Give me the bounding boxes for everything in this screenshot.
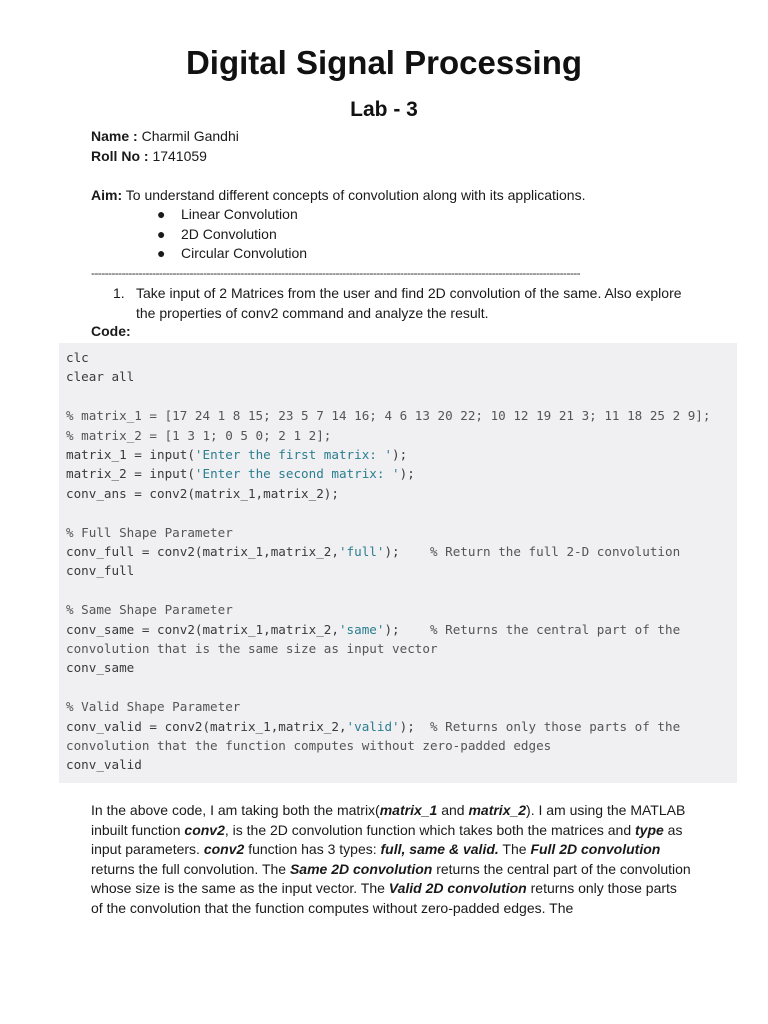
code-string: 'full' — [338, 544, 385, 559]
explanation-paragraph — [91, 801, 691, 918]
code-line — [66, 464, 415, 483]
aim-text: To understand different concepts of convolution along with its applications. — [122, 187, 586, 203]
code-line — [66, 484, 339, 503]
code-comment: % matrix_2 = [1 3 1; 0 5 0; 2 1 2]; — [66, 427, 332, 443]
paragraph-text: as input parameters. — [91, 821, 683, 857]
code-comment: % Full Shape Parameter — [66, 524, 233, 540]
code-comment: convolution that the function computes without zero-padded edges — [66, 738, 552, 753]
code-line — [66, 658, 134, 677]
bullet-icon: ● — [157, 245, 166, 261]
code-line — [66, 445, 407, 464]
paragraph-text: ). I am using the MATLAB inbuilt function — [91, 802, 686, 838]
aim-line — [91, 186, 585, 205]
code-comment: % Returns the central part of the — [429, 621, 681, 637]
code-label: Code: — [91, 323, 131, 339]
emphasis-term: conv2 — [184, 821, 225, 838]
code-line — [66, 639, 438, 658]
code-comment: % Valid Shape Parameter — [66, 699, 241, 715]
code-token: conv_same — [66, 660, 135, 676]
code-token: ); — [384, 621, 430, 637]
paragraph-text: returns the central part of the convolution whose size is the same as the input vector. The — [91, 860, 691, 896]
code-token: conv_ans = conv2(matrix_1,matrix_2); — [66, 485, 339, 501]
emphasis-term: matrix_2 — [468, 802, 527, 818]
code-line — [66, 542, 680, 561]
aim-item-2d: 2D Convolution — [181, 226, 277, 242]
aim-label: Aim: — [91, 187, 123, 203]
code-line — [66, 523, 233, 542]
code-line — [66, 697, 240, 716]
code-token: matrix_1 = input( — [66, 447, 195, 462]
document-title: Digital Signal Processing — [185, 44, 583, 81]
emphasis-term: Valid 2D convolution — [388, 880, 527, 896]
code-line — [66, 348, 89, 367]
section-divider: ------------------------------------------------------------------------------------------------------------------------------------------------ — [91, 266, 581, 280]
document-subtitle: Lab - 3 — [350, 98, 418, 121]
code-line — [66, 736, 551, 755]
emphasis-term: conv2 — [203, 841, 245, 857]
bullet-icon: ● — [157, 206, 166, 222]
bullet-icon: ● — [157, 226, 166, 242]
code-line — [66, 620, 680, 639]
emphasis-term: type — [635, 821, 664, 838]
roll-label: Roll No : — [91, 148, 153, 164]
paragraph-text: function has 3 types: — [244, 841, 381, 857]
code-line — [66, 406, 710, 425]
code-string: 'same' — [338, 621, 385, 637]
code-line — [66, 600, 233, 619]
paragraph-text: and — [437, 802, 469, 818]
emphasis-term: Same 2D convolution — [289, 860, 433, 877]
code-token: conv_full = conv2(matrix_1,matrix_2, — [66, 544, 339, 559]
code-line — [66, 426, 331, 445]
code-comment: % Same Shape Parameter — [66, 602, 233, 618]
code-string: 'valid' — [346, 718, 400, 734]
paragraph-text: The — [498, 841, 531, 857]
question-number: 1. — [113, 285, 125, 301]
code-comment: % Returns only those parts of the — [429, 718, 681, 734]
code-token: ); — [384, 544, 430, 559]
code-comment: % matrix_1 = [17 24 1 8 15; 23 5 7 14 16; 4 6 13 20 22; 10 12 19 21 3; 11 18 25 2 9]; — [66, 408, 711, 424]
name-value: Charmil Gandhi — [141, 128, 239, 144]
aim-item-circular: Circular Convolution — [181, 245, 308, 261]
name-label: Name : — [91, 128, 142, 144]
emphasis-term: full, same & valid. — [380, 841, 499, 857]
code-token: conv_same = conv2(matrix_1,matrix_2, — [66, 621, 339, 637]
code-token: matrix_2 = input( — [66, 466, 195, 482]
code-token: ); — [392, 447, 408, 462]
code-token: clear all — [66, 369, 135, 385]
code-token: clc — [66, 350, 89, 365]
roll-line — [91, 147, 207, 166]
aim-item-linear: Linear Convolution — [181, 206, 298, 222]
code-token: conv_valid — [66, 757, 142, 773]
paragraph-text: In the above code, I am taking both the matrix( — [91, 802, 380, 818]
code-token: ); — [399, 466, 415, 482]
code-string: 'Enter the first matrix: ' — [194, 447, 393, 462]
code-line — [66, 367, 134, 386]
code-line — [66, 561, 134, 580]
code-token: ); — [399, 718, 430, 734]
emphasis-term: matrix_1 — [379, 802, 438, 818]
code-string: 'Enter the second matrix: ' — [194, 466, 400, 482]
paragraph-text: returns only those parts of the convolution that the function computes without zero-padded edges. The — [91, 880, 677, 916]
code-line — [66, 717, 680, 736]
name-line — [91, 127, 239, 146]
paragraph-text: , is the 2D convolution function which takes both the matrices and — [224, 821, 635, 838]
code-comment: % Return the full 2-D convolution — [429, 544, 681, 559]
roll-value: 1741059 — [152, 148, 207, 164]
paragraph-text: returns the full convolution. The — [91, 860, 290, 877]
code-line — [66, 755, 142, 774]
code-comment: convolution that is the same size as input vector — [66, 641, 438, 656]
code-token: conv_valid = conv2(matrix_1,matrix_2, — [66, 718, 347, 734]
emphasis-term: Full 2D convolution — [530, 841, 661, 857]
code-token: conv_full — [66, 563, 135, 579]
question-text: Take input of 2 Matrices from the user and find 2D convolution of the same. Also explore the properties of conv2 command and analyze the result. — [136, 285, 682, 321]
